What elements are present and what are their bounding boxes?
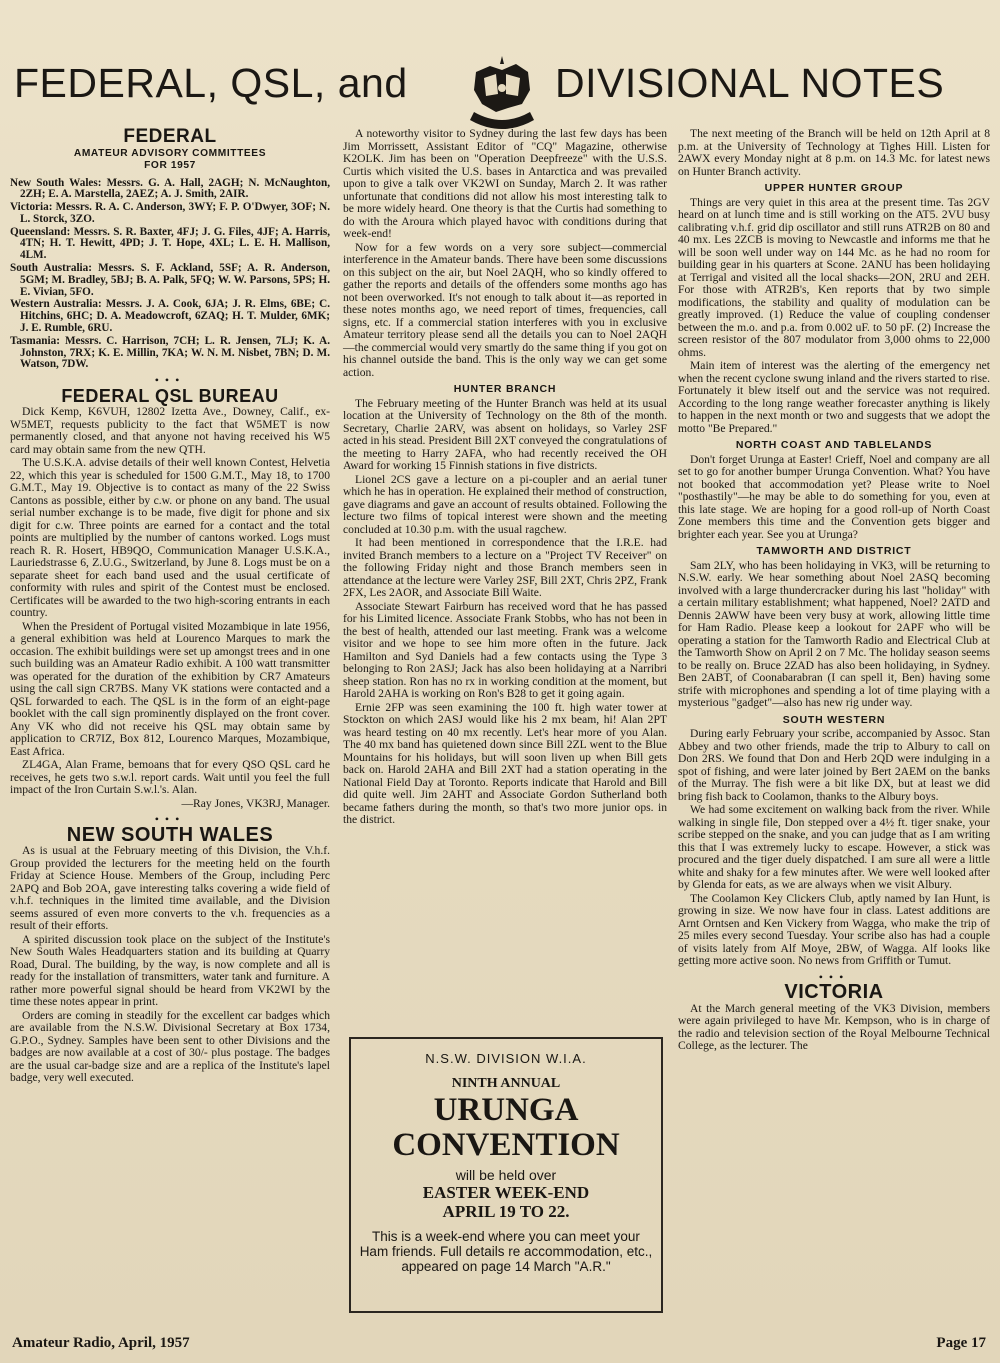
qsl-paragraph: When the President of Portugal visited Mozambique in late 1956, a general exhibition was held at Lourenco Marques to mark the occasion. The exhibit buildings were set up amongst trees and in one such building was an Amateur Radio exhibit. A 100 watt transmitter was operated for the duration of the exhibition by CR7 Amateurs using the call sign CR7BS. Many VK stations were contacted and a QSL forwarded to each. The QSL is in the form of an eight-page booklet with the call sign prominently displayed on the front cover. Any VK who did not receive his QSL may obtain same by application to CR7IZ, Box 812, Lourenco Marques, Mozambique, East Africa. (10, 619, 330, 758)
nsw-paragraph: Now for a few words on a very sore subject—commercial interference in the Amateur bands. There have been some discussions on this subject on the air, but Noel 2AQH, who so kindly offered to gather the reports and details of the offenders some months ago has not been overworked. It's not enough to talk about it—as reported in these notes months ago, we need report of times, frequencies, call signs, etc. If a commercial station interferes with you in exclusive Amateur territory please send all the details you can to Noel 2AQH—the commercial would very smartly do the same thing if you got on his channel outside the band. This is the only way we can get some action. (343, 240, 667, 379)
tamworth-paragraph: Sam 2LY, who has been holidaying in VK3, will be returning to N.S.W. early. We hear something about Noel 2ASQ becoming involved with a large thundercracker during his last "holiday" with a certain military establishment; what happened, Noel? 2ATD and Dennis 2AWW have been very busy at work, allowing little time for Ham Radio. Please keep a lookout for 2APF who will be operating a station for the Tamworth Radio and Electrical Club at the Tamworth Show on April 2 on 7 Mc. The holiday season seems to be really on. Bruce 2ZAD has also been holidaying, in Sydney. Ben 2ABT, of Coonabarabran (I can spell it, Ben) having some strife with microphones and spending a lot of time playing with a mysterious "gadget"—also has new rig under way. (678, 558, 990, 709)
north-coast-heading: NORTH COAST AND TABLELANDS (735, 439, 933, 451)
convention-advert (349, 1037, 663, 1313)
footer-page-number: Page 17 (936, 1335, 986, 1351)
masthead (10, 50, 990, 120)
footer-publication: Amateur Radio, April, 1957 (12, 1335, 190, 1351)
section-divider: ••• (818, 969, 850, 984)
north-coast-paragraph: Don't forget Urunga at Easter! Crieff, Noel and company are all set to go for another bumper Urunga Convention. What? You have not booked that accommodation yet? Please write to Noel "posthastily"—he may be able to do something for you, even at this late stage. We are hoping for a good roll-up of North Coast Zone members this time and the Convention gets bigger and brighter each year. See you at Urunga? (678, 452, 990, 541)
qsl-paragraph: Dick Kemp, K6VUH, 12802 Izetta Ave., Downey, Calif., ex-W5MET, requests publicity to the fact that W5MET is now permanently closed, and that anyone not having received his W5 card may obtain same from the new QTH. (10, 405, 330, 456)
hunter-paragraph: Lionel 2CS gave a lecture on a pi-coupler and an aerial tuner which he has in operation. He explained their method of construction, gave diagrams and gave an account of results obtained. Following the lecture two films of topical interest were shown and the meeting concluded at 10.30 p.m. with the usual ragchew. (343, 472, 667, 536)
federal-subheading: AMATEUR ADVISORY COMMITTEES (73, 147, 267, 159)
qsl-heading: FEDERAL QSL BUREAU (61, 385, 279, 406)
advert-name-line-1: URUNGA (433, 1092, 579, 1128)
victoria-paragraph: At the March general meeting of the VK3 Division, members were again privileged to have Mr. Kempson, who is in charge of the radio and television section of the Royal Melbourne Technical College, as the lecturer. The (678, 1001, 990, 1052)
upper-hunter-paragraph: Main item of interest was the alerting of the emergency net when the recent cyclone swung inland and the rivers started to rise. Fortunately it blew itself out and the service was not required. According to the long range weather forecaster anything is likely to happen in the next month or two and suggests that we adopt the motto "Be Prepared." (678, 359, 990, 435)
qsl-signature: —Ray Jones, VK3RJ, Manager. (181, 796, 330, 810)
qsl-paragraph: ZL4GA, Alan Frame, bemoans that for every QSO QSL card he receives, he gets two s.w.l. report cards. Wait until you feel the full impact of the Iron Curtain S.w.l.'s. Alan. (10, 758, 330, 797)
federal-heading: FEDERAL (123, 126, 217, 147)
hunter-paragraph: The February meeting of the Hunter Branch was held at its usual location at the University of Technology on the 8th of the month. Secretary, Charlie 2ARV, was absent on holidays, so Varley 2SF acted in his stead. President Bill 2XT conveyed the congratulations of the meeting to Harry 2AFA, who had recently received the OH Award for working 15 Finnish stations in five districts. (343, 396, 668, 472)
committee-vic: Victoria: Messrs. R. A. C. Anderson, 3WY; F. P. O'Dwyer, 3OF; N. L. Storck, 3ZO. (10, 201, 330, 225)
masthead-title-left: FEDERAL, QSL, and (14, 60, 408, 106)
wia-logo-icon (456, 50, 548, 138)
masthead-title-right: DIVISIONAL NOTES (555, 60, 945, 106)
advert-note: This is a week-end where you can meet your Ham friends. Full details re accommodation, etc., appeared on page 14 March "A.R." (359, 1229, 653, 1274)
victoria-heading: VICTORIA (784, 981, 884, 1003)
committee-list (10, 178, 330, 372)
hunter-paragraph: It had been mentioned in correspondence that the I.R.E. had invited Branch members to a lecture on a "Project TV Receiver" on the following Friday night and those Branch members seen in attendance at the lecture were Varley 2SF, Bill 2XT, Chris 2PZ, Frank 2FX, Les 2AOR, and Associate Bill Waite. (343, 536, 667, 599)
advert-organisation: N.S.W. DIVISION W.I.A. (425, 1051, 587, 1066)
upper-hunter-paragraph: Things are very quiet in this area at the present time. Tas 2GV heard on at lunch time and is still working on the AT5. 2VU busy calibrating v.h.f. grid dip oscillator and still runs ATR2B on 80 and 40 mx. Les 2ZCB is moving to Newcastle and informs me that he will be soon well under way on 144 Mc. as he had no room for building gear in his quarters at Scone. 2ANU has been holidaying at Terrigal and visited all the local shacks—2ON, 2RU and 2EH. For those with ATR2B's, Ken reports that by two simple modifications, the stability and quality of modulation can be greatly improved. (1) Reduce the value of coupling condenser between the m.o. and p.a. from 0.002 uF. to 50 pF. (2) Increase the screen resistor of the 807 modulator from 3,000 ohms to 22,000 ohms. (678, 195, 990, 359)
hunter-paragraph: The next meeting of the Branch will be held on 12th April at 8 p.m. at the University of Technology at Tighes Hill. Listen for 2AWX every Monday night at 8 p.m. on 14.3 Mc. for latest news on Hunter Branch activity. (678, 127, 990, 178)
column-1 (10, 128, 330, 1086)
committee-tas: Tasmania: Messrs. C. Harrison, 7CH; L. R. Jensen, 7LJ; K. A. Johnston, 7RX; K. E. Millin, 7KA; W. N. M. Nisbet, 7BN; D. M. Watson, 7DW. (10, 334, 330, 371)
advert-name-line-2: CONVENTION (392, 1127, 620, 1163)
south-western-paragraph: We had some excitement on walking back from the river. While walking in single file, Don stepped over a 4½ ft. tiger snake, your scribe stepped on the snake, and you can judge that as I am writing this that I was extremely lucky to escape. However, a stick was procured and the tiger duely dispatched. I am sure all were a little white and shaky for a few minutes after. We were well looked after by Glenda for eats, as we are always when we visit Albury. (678, 803, 990, 891)
nsw-paragraph: A spirited discussion took place on the subject of the Institute's New South Wales Headquarters station and its building at Quarry Road, Dural. The building, by the way, is now complete and all is ready for the installation of transmitters, water tank and furniture. A rather more powerful signal should be heard from VK2WI by the time these notes appear in print. (10, 932, 330, 1009)
column-3 (678, 128, 990, 1054)
committee-nsw: New South Wales: Messrs. G. A. Hall, 2AGH; N. McNaughton, 2ZH; E. A. Marstella, 2AEZ; A. J. Smith, 2AIR. (10, 176, 330, 201)
nsw-paragraph: Orders are coming in steadily for the excellent car badges which are available from the N.S.W. Divisional Secretary at Box 1734, G.P.O., Sydney. Samples have been sent to other Divisions and the badges are now available at a cost of 30/- plus postage. The badges are the usual car-badge size and are a replica of the Institute's lapel badge, very well executed. (10, 1008, 330, 1085)
column-2 (343, 128, 667, 828)
hunter-heading: HUNTER BRANCH (453, 383, 557, 395)
nsw-paragraph: As is usual at the February meeting of this Division, the V.h.f. Group provided the lecturers for the meeting held on the fourth Friday at Science House. Members of the Group, including Perc 2APQ and Bob 2OA, gave interesting talks covering a wide field of v.h.f. techniques in the limited time available, and the Division seems assured of even more converts to the v.h. frequencies as a result of their efforts. (10, 844, 330, 933)
upper-hunter-heading: UPPER HUNTER GROUP (764, 182, 904, 194)
committee-qld: Queensland: Messrs. S. R. Baxter, 4FJ; J. G. Files, 4JF; A. Harris, 4TN; H. T. Hewitt, 4PD; J. T. Hope, 4XL; L. E. H. Mallison, 4LM. (10, 225, 330, 262)
tamworth-heading: TAMWORTH AND DISTRICT (756, 545, 912, 557)
hunter-paragraph: Ernie 2FP was seen examining the 100 ft. high water tower at Stockton on which 2ASJ would like his 2 mx beam, hi! Alan 2PT was heard testing on 40 mx recently. Let's hear more of you Alan. The 40 mx band has quietened down since Bill 2ZL went to the Blue Mountains for his holidays, but will soon liven up when Bill gets back on. Harold 2AHA and Bill 2XT had a station operating in the National Field Day at Toronto. Reports indicate that Harold and Bill did quite well. Jim 2AHT and Associate Gordon Sutherland both became fathers during the month, so that's two more junior ops. in the district. (343, 700, 667, 826)
committee-sa: South Australia: Messrs. S. F. Ackland, 5SF; A. R. Anderson, 5GM; M. Bradley, 5BJ; B. A. Palk, 5FQ; W. W. Parsons, 5PS; H. E. Vivian, 5FO. (10, 262, 330, 298)
nsw-heading: NEW SOUTH WALES (66, 823, 274, 846)
section-divider: ••• (154, 812, 186, 827)
nsw-paragraph: A noteworthy visitor to Sydney during the last few days has been Jim Morrissett, Assistant Editor of "CQ" Magazine, otherwise K2OLK. Jim has been on "Operation Deepfreeze" with the U.S.S. Curtis which visited the U.S. bases in Antarctica and was prevailed upon to give a talk over VK2WI on Sunday, March 2. It was rather unfortunate that conditions did not allow his most interesting talk to be more widely heard. One theory is that the Curtis had something to do with the Aroura which played havoc with conditions during that week-end! (343, 127, 667, 240)
qsl-paragraph: The U.S.K.A. advise details of their well known Contest, Helvetia 22, which this year is scheduled for 1500 G.M.T., May 18, to 1700 G.M.T., May 19. Objective is to contact as many of the 22 Swiss Cantons as possible, either by c.w. or phone on any band. The usual serial number exchange is to be made, five digit for phone and six digit for c.w. Three points are earned for a contact and the total points are multiplied by the number of cantons worked. Logs must reach R. R. Hosert, HB9QO, Communication Manager U.S.K.A., Lauriedstrasse 6, Z.U.G., Switzerland, by June 8. Logs must be on a separate sheet for each band used and the usual certificate of conformity with rules and spirit of the Contest must be enclosed. Certificates will be awarded to the two high-scoring entrants in each country. (10, 456, 330, 620)
advert-ordinal: NINTH ANNUAL (451, 1076, 561, 1091)
south-western-paragraph: During early February your scribe, accompanied by Assoc. Stan Abbey and two other friends, made the trip to Albury to call on Don 2RS. We found that Don and Herb 2QD were indulging in a spot of fishing, and were later joined by Bert 2AEM on the banks of the Murray. The fish were a bit like DX, but at least we did bring fish back to Coolamon, thanks to the Albury boys. (678, 727, 990, 803)
hunter-paragraph: Associate Stewart Fairburn has received word that he has passed for his Limited licence. Associate Frank Stobbs, who has not been in the best of health, attended our last meeting. Frank was a welcome visitor and we hope to see him more often in the future. Jack Hamilton and Syd Daniels had a few contacts using the Type 3 belonging to Ron 2ASJ; Jack has also been holidaying at a Narribri sheep station. Ron has no rx in working condition at the moment, but Harold 2AHA is working on Ron's B28 to get it going again. (343, 599, 667, 700)
advert-when-2: APRIL 19 TO 22. (442, 1202, 570, 1221)
advert-when-1: EASTER WEEK-END (422, 1183, 590, 1202)
committee-wa: Western Australia: Messrs. J. A. Cook, 6JA; J. R. Elms, 6BE; C. Hitchins, 6HC; D. A. Meadowcroft, 6ZAQ; H. T. Mulder, 6MK; J. E. Rumble, 6RU. (10, 298, 330, 335)
federal-year: FOR 1957 (144, 160, 196, 171)
south-western-heading: SOUTH WESTERN (782, 713, 886, 726)
section-divider: ••• (154, 373, 186, 388)
south-western-paragraph: The Coolamon Key Clickers Club, aptly named by Ian Hunt, is growing in size. We now have four in class. Latest additions are Arnt Orntsen and Ken Vickery from Wagga, who make the trip of 25 miles every second Tuesday. Your scribe also has had a couple of visits lately from Alf Moye, 2BW, of Wagga. Alf looks like getting more active soon. No news from Griffith or Tumut. (678, 891, 990, 967)
advert-held: will be held over (455, 1167, 557, 1183)
